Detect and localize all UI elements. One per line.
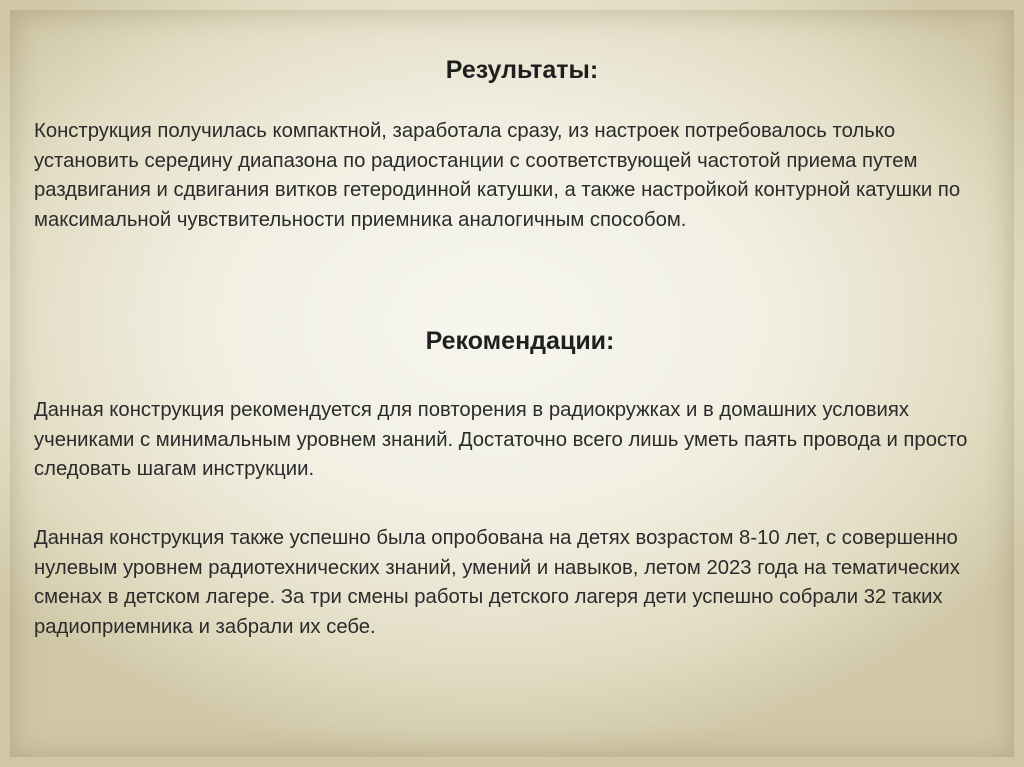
recommendations-heading: Рекомендации: [425, 327, 615, 355]
recommendations-paragraph-1: Данная конструкция рекомендуется для повторения в радиокружках и в домашних условиях учениками с минимальным уровнем знаний. Достаточно всего лишь уметь паять провода и просто следовать шагам инструкции. [34, 399, 968, 480]
results-paragraph: Конструкция получилась компактной, заработала сразу, из настроек потребовалось только установить середину диапазона по радиостанции с соответствующей частотой приема путем раздвигания и сдвигания витков гетеродинной катушки, а также настройкой контурной катушки по максимальной чувствительности приемника аналогичным способом. [34, 120, 961, 231]
results-heading: Результаты: [445, 56, 599, 84]
recommendations-paragraph-2: Данная конструкция также успешно была опробована на детях возрастом 8-10 лет, с совершенно нулевым уровнем радиотехнических знаний, умений и навыков, летом 2023 года на тематических сменах в детском лагере. За три смены работы детского лагеря дети успешно собрали 32 таких радиоприемника и забрали их себе. [34, 527, 960, 638]
